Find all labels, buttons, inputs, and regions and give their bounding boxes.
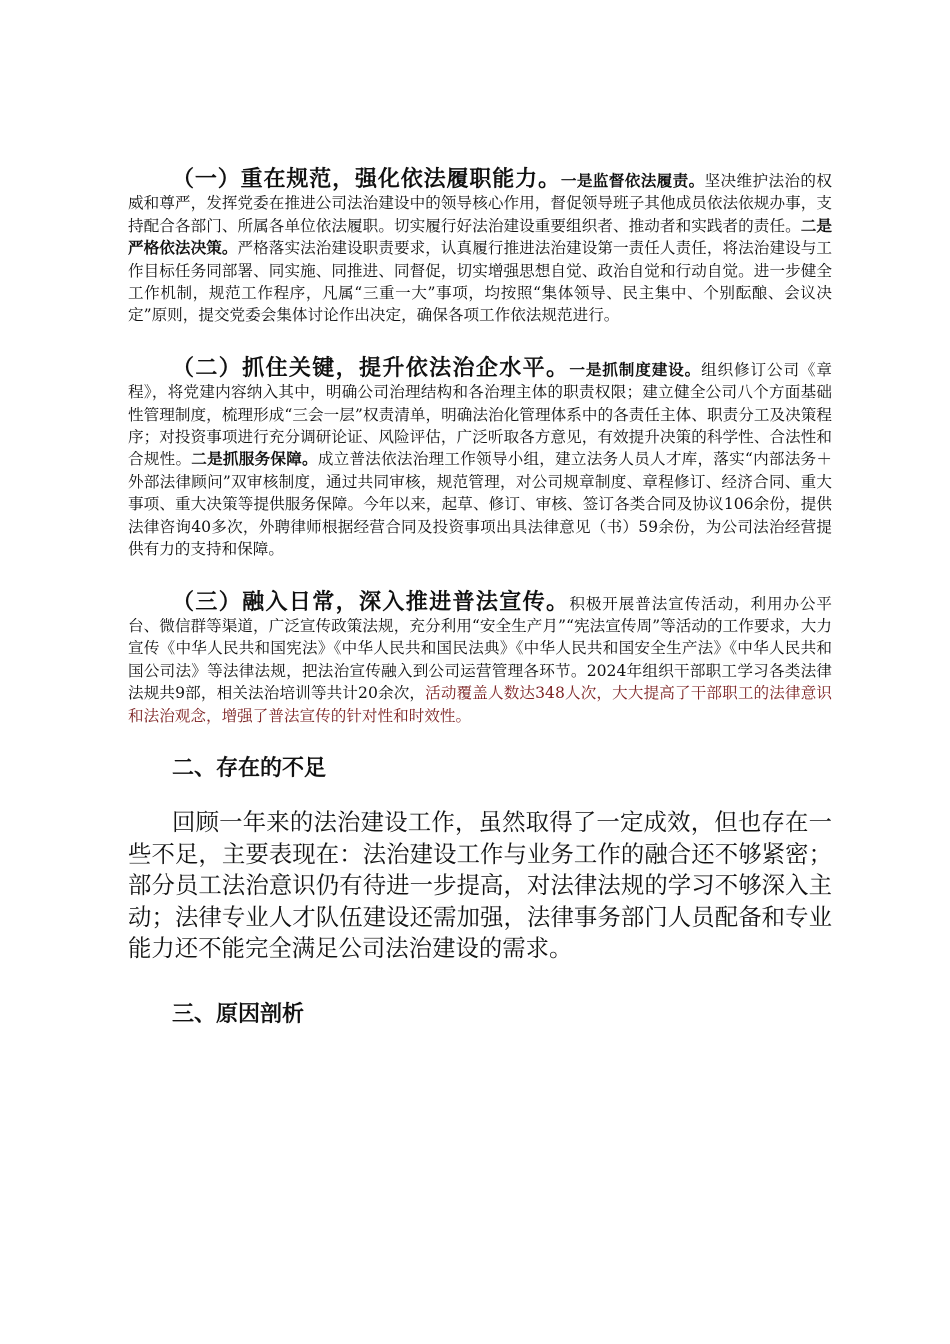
section-3-text-1: 积极开展普法宣传活动，利用办公平台、微信群等渠道，广泛宣传政策法规，充分利用“安全生产月”“宪法宣传周”等活动的工作要求，大力宣传《中华人民共和国宪法》《中华人民共和国民法典》《中华人民共和国安全生产法》《中华人民共和国公司法》等法律法规，把法治宣传融入到公司运营管理各环节。2024年组织干部职工学习各类法律法规共9部，相关法治培训等共计20余次， bbox=[128, 594, 832, 703]
section-1-text-1: 坚决维护法治的权威和尊严，发挥党委在推进公司法治建设中的领导核心作用，督促领导班子其他成员依法依规办事，支持配合各部门、所属各单位依法履职。切实履行好法治建设重要组织者、推动者和实践者的责任。 bbox=[128, 172, 832, 235]
section-1-heading: （一）重在规范，强化依法履职能力。 bbox=[172, 166, 561, 192]
paragraph-section-3 bbox=[128, 588, 832, 727]
paragraph-section-2 bbox=[128, 354, 832, 561]
document-page bbox=[128, 168, 832, 1029]
section-1-text-2: 严格落实法治建设职责要求，认真履行推进法治建设第一责任人责任，将法治建设与工作目标任务同部署、同实施、同推进、同督促，切实增强思想自觉、政治自觉和行动自觉。进一步健全工作机制，规范工作程序，凡属“三重一大”事项，均按照“集体领导、民主集中、个别酝酿、会议决定”原则，提交党委会集体讨论作出决定，确保各项工作依法规范进行。 bbox=[128, 239, 832, 325]
paragraph-section-1 bbox=[128, 168, 832, 327]
part-2-body: 回顾一年来的法治建设工作，虽然取得了一定成效，但也存在一些不足，主要表现在：法治建设工作与业务工作的融合还不够紧密；部分员工法治意识仍有待进一步提高，对法律法规的学习不够深入主动；法律专业人才队伍建设还需加强，法律事务部门人员配备和专业能力还不能完全满足公司法治建设的需求。 bbox=[128, 807, 832, 963]
section-3-text-2: 活动覆盖人数达348人次，大大提高了干部职工的法律意识和法治观念，增强了普法宣传的针对性和时效性。 bbox=[128, 684, 832, 725]
section-1-lead-2: 二是严格依法决策。 bbox=[128, 215, 832, 258]
section-2-lead-1: 一是抓制度建设。 bbox=[569, 359, 702, 379]
section-2-text-1: 组织修订公司《章程》，将党建内容纳入其中，明确公司治理结构和各治理主体的职责权限；建立健全公司八个方面基础性管理制度，梳理形成“三会一层”权责清单，明确法治化管理体系中的各责任主体、职责分工及决策程序；对投资事项进行充分调研论证、风险评估，广泛听取各方意见，有效提升决策的科学性、合法性和合规性。 bbox=[128, 360, 832, 469]
section-2-lead-2: 二是抓服务保障。 bbox=[191, 449, 318, 469]
section-2-text-2: 成立普法依法治理工作领导小组，建立法务人员人才库，落实“内部法务＋外部法律顾问”双审核制度，通过共同审核，规范管理，对公司规章制度、章程修订、经济合同、重大事项、重大决策等提供服务保障。今年以来，起草、修订、审核、签订各类合同及协议106余份，提供法律咨询40多次，外聘律师根据经营合同及投资事项出具法律意见（书）59余份，为公司法治经营提供有力的支持和保障。 bbox=[128, 450, 832, 559]
part-3-heading: 三、原因剖析 bbox=[172, 1000, 305, 1027]
section-1-lead-1: 一是监督依法履责。 bbox=[560, 171, 705, 190]
section-2-heading: （二）抓住关键，提升依法治企水平。 bbox=[172, 354, 570, 381]
section-3-heading: （三）融入日常，深入推进普法宣传。 bbox=[172, 588, 570, 615]
part-2-heading: 二、存在的不足 bbox=[172, 754, 327, 781]
